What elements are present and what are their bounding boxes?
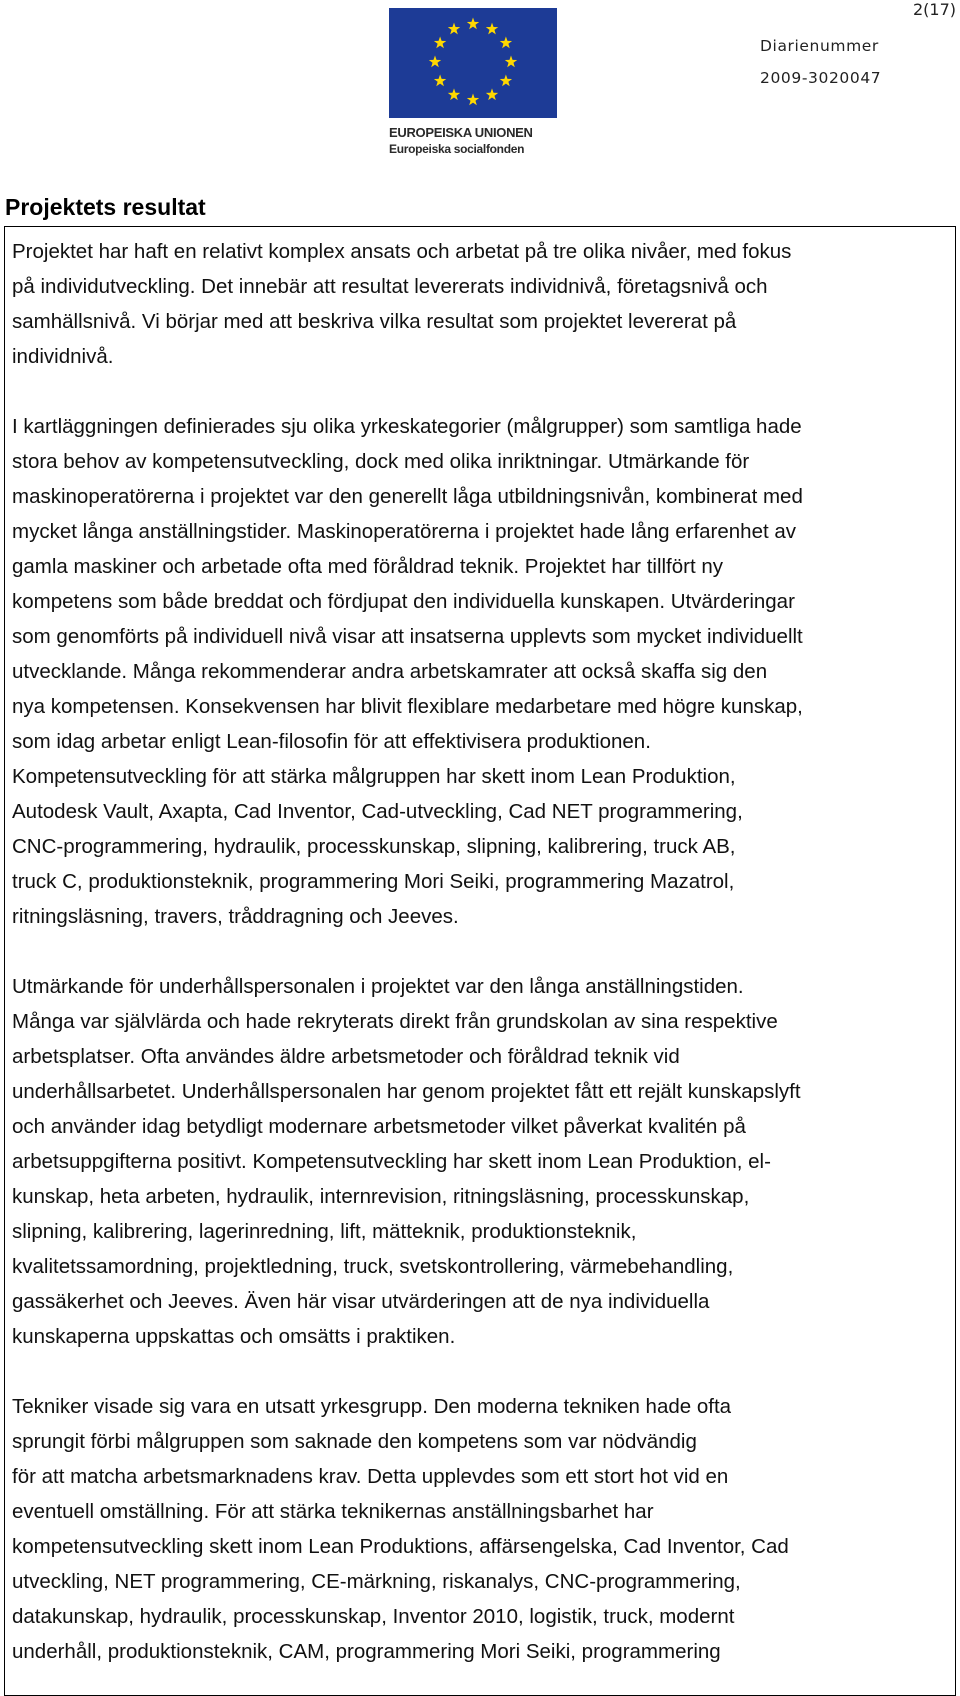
text-line: för att matcha arbetsmarknadens krav. Detta upplevdes som ett stort hot vid en (12, 1465, 729, 1488)
text-line: datakunskap, hydraulik, processkunskap, Inventor 2010, logistik, truck, modernt (12, 1605, 735, 1628)
text-line: I kartläggningen definierades sju olika yrkeskategorier (målgrupper) som samtliga hade (12, 415, 802, 438)
text-line: Kompetensutveckling för att stärka målgruppen har skett inom Lean Produktion, (12, 765, 736, 788)
text-line: kvalitetssamordning, projektledning, truck, svetskontrollering, värmebehandling, (12, 1255, 734, 1278)
text-line: arbetsuppgifterna positivt. Kompetensutveckling har skett inom Lean Produktion, el- (12, 1150, 771, 1173)
text-line: samhällsnivå. Vi börjar med att beskriva vilka resultat som projektet levererat på (12, 310, 737, 333)
text-line: truck C, produktionsteknik, programmering Mori Seiki, programmering Mazatrol, (12, 870, 735, 893)
eu-logo (389, 8, 557, 160)
text-line: underhåll, produktionsteknik, CAM, programmering Mori Seiki, programmering (12, 1640, 721, 1663)
eu-stars (389, 8, 557, 118)
text-line: på individutveckling. Det innebär att resultat levererats individnivå, företagsnivå och (12, 275, 768, 298)
text-line: Många var självlärda och hade rekryterats direkt från grundskolan av sina respektive (12, 1010, 778, 1033)
eu-star-icon (467, 18, 479, 30)
eu-flag-icon (389, 8, 557, 118)
text-line: stora behov av kompetensutveckling, dock med olika inriktningar. Utmärkande för (12, 450, 750, 473)
logo-fund-name: Europeiska socialfonden (389, 142, 525, 156)
text-line: Autodesk Vault, Axapta, Cad Inventor, Cad-utveckling, Cad NET programmering, (12, 800, 743, 823)
text-line: kunskap, heta arbeten, hydraulik, internrevision, ritningsläsning, processkunskap, (12, 1185, 750, 1208)
text-line: Projektet har haft en relativt komplex ansats och arbetat på tre olika nivåer, med fokus (12, 240, 792, 263)
text-line: underhållsarbetet. Underhållspersonalen har genom projektet fått ett rejält kunskapslyft (12, 1080, 801, 1103)
paragraph-gap (12, 934, 949, 969)
eu-star-icon (434, 37, 446, 49)
eu-star-icon (448, 88, 460, 100)
text-line: arbetsplatser. Ofta användes äldre arbetsmetoder och föråldrad teknik vid (12, 1045, 680, 1068)
text-line: CNC-programmering, hydraulik, processkunskap, slipning, kalibrering, truck AB, (12, 835, 736, 858)
eu-star-icon (486, 23, 498, 35)
eu-star-icon (505, 56, 517, 68)
eu-star-icon (500, 75, 512, 87)
text-line: eventuell omställning. För att stärka teknikernas anställningsbarhet har (12, 1500, 654, 1523)
diary-block (760, 30, 881, 94)
logo-org-name: EUROPEISKA UNIONEN (389, 125, 533, 140)
page-number: 2(17) (912, 0, 956, 19)
eu-star-icon (448, 23, 460, 35)
text-line: utvecklande. Många rekommenderar andra arbetskamrater att också skaffa sig den (12, 660, 768, 683)
eu-star-icon (486, 88, 498, 100)
text-line: kunskaperna uppskattas och omsätts i praktiken. (12, 1325, 456, 1348)
eu-star-icon (434, 75, 446, 87)
eu-star-icon (429, 56, 441, 68)
text-line: nya kompetensen. Konsekvensen har blivit flexiblare medarbetare med högre kunskap, (12, 695, 803, 718)
diary-number: 2009-3020047 (760, 69, 882, 87)
eu-star-icon (500, 37, 512, 49)
text-line: och använder idag betydligt modernare arbetsmetoder vilket påverkat kvalitén på (12, 1115, 746, 1138)
text-line: maskinoperatörerna i projektet var den generellt låga utbildningsnivån, kombinerat med (12, 485, 803, 508)
text-line: Utmärkande för underhållspersonalen i projektet var den långa anställningstiden. (12, 975, 744, 998)
text-line: slipning, kalibrering, lagerinredning, lift, mätteknik, produktionsteknik, (12, 1220, 637, 1243)
text-line: sprungit förbi målgruppen som saknade den kompetens som var nödvändig (12, 1430, 697, 1453)
text-line: ritningsläsning, travers, tråddragning och Jeeves. (12, 905, 459, 928)
text-line: gamla maskiner och arbetade ofta med föråldrad teknik. Projektet har tillfört ny (12, 555, 724, 578)
result-text-box (4, 226, 956, 1696)
section-title: Projektets resultat (5, 194, 206, 220)
eu-star-icon (467, 94, 479, 106)
text-line: utveckling, NET programmering, CE-märkning, riskanalys, CNC-programmering, (12, 1570, 741, 1593)
text-line: Tekniker visade sig vara en utsatt yrkesgrupp. Den moderna tekniken hade ofta (12, 1395, 732, 1418)
diary-label: Diarienummer (760, 37, 879, 55)
text-line: gassäkerhet och Jeeves. Även här visar utvärderingen att de nya individuella (12, 1290, 710, 1313)
text-line: kompetens som både breddat och fördjupat den individuella kunskapen. Utvärderingar (12, 590, 795, 613)
text-line: som idag arbetar enligt Lean-filosofin för att effektivisera produktionen. (12, 730, 651, 753)
paragraph-gap (12, 374, 949, 409)
text-line: individnivå. (12, 345, 114, 368)
paragraph-gap (12, 1354, 949, 1389)
text-line: mycket långa anställningstider. Maskinoperatörerna i projektet hade lång erfarenhet av (12, 520, 797, 543)
text-line: kompetensutveckling skett inom Lean Produktions, affärsengelska, Cad Inventor, Cad (12, 1535, 789, 1558)
text-line: som genomförts på individuell nivå visar att insatserna upplevts som mycket individuellt (12, 625, 803, 648)
